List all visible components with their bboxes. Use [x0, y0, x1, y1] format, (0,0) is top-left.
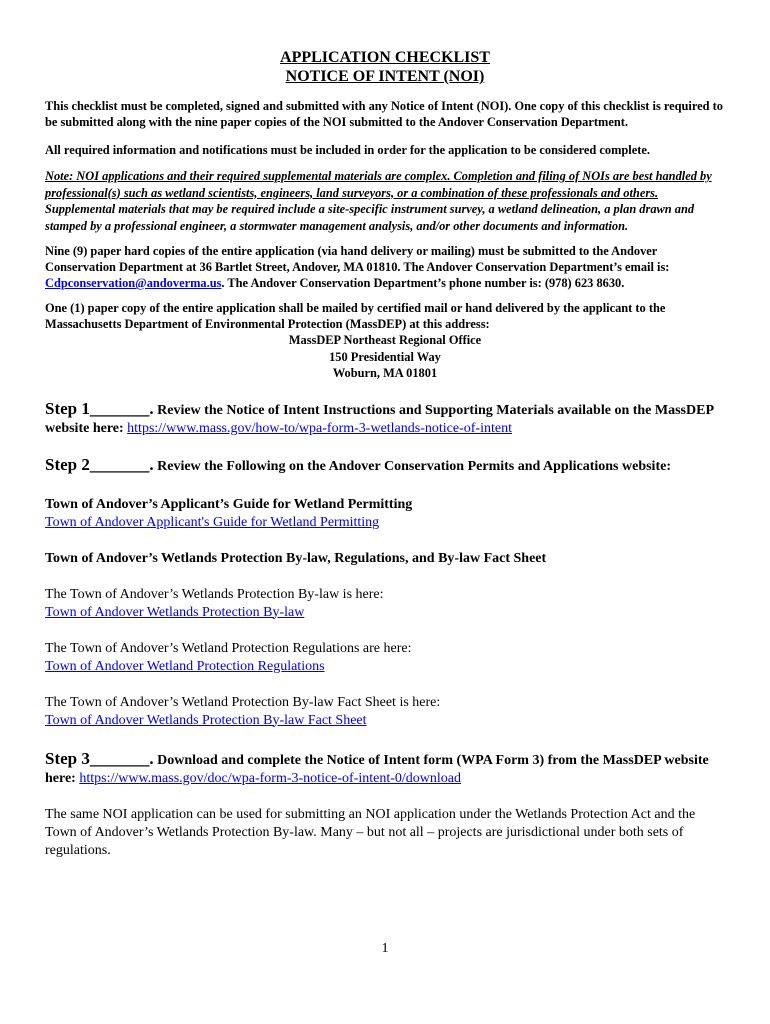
address-line-2: 150 Presidential Way — [329, 349, 441, 364]
bylaw-text: The Town of Andover’s Wetlands Protection By-law is here: — [45, 586, 384, 602]
guide-heading: Town of Andover’s Applicant’s Guide for Wetland Permitting — [45, 496, 413, 512]
step-2-label: Step 2_______. — [45, 454, 154, 474]
note-underlined-text: Note: NOI applications and their required supplemental materials are complex. Completion and filing of NOIs are best handled by professional(s) such as wetland scientists, engineers, land surveyors, or a combination of these professionals and others. — [45, 169, 712, 200]
nine-copies-text: Nine (9) paper hard copies of the entire application (via hand delivery or mailing) must be submitted to the Andover Conservation Department at 36 Bartlet Street, Andover, MA 01810. The Andover Conservation Department’s email is: — [45, 244, 670, 274]
step-3-text: Download and complete the Notice of Intent form (WPA Form 3) from the MassDEP website here: — [45, 752, 709, 786]
note-rest-text: Supplemental materials that may be required include a site-specific instrument survey, a wetland delineation, a plan drawn and stamped by a professional engineer, a stormwater management analysis, and/or other documents and information. — [45, 202, 695, 233]
step-1-label: Step 1_______. — [45, 398, 154, 418]
intro-paragraph: This checklist must be completed, signed and submitted with any Notice of Intent (NOI). One copy of this checklist is required to be submitted along with the nine paper copies of the NOI submitted to the Andover Conservation Department. — [45, 99, 723, 129]
step-3-link[interactable]: https://www.mass.gov/doc/wpa-form-3-notice-of-intent-0/download — [79, 770, 462, 786]
completeness-paragraph: All required information and notifications must be included in order for the application to be considered complete. — [45, 143, 650, 157]
document-page — [45, 48, 725, 860]
step-2 — [45, 456, 725, 476]
nine-copies-paragraph — [45, 243, 725, 291]
conservation-email-link[interactable]: Cdpconservation@andoverma.us — [45, 276, 222, 290]
closing-paragraph: The same NOI application can be used for submitting an NOI application under the Wetlands Protection Act and the Town of Andover’s Wetlands Protection By-law. Many – but not all – projects are jurisdictional under both sets of regulations. — [45, 806, 696, 858]
professional-note — [45, 168, 725, 234]
massdep-copy-paragraph: One (1) paper copy of the entire application shall be mailed by certified mail or hand delivered by the applicant to the Massachusetts Department of Environmental Protection (MassDEP) at this address: — [45, 301, 666, 331]
regulations-link[interactable]: Town of Andover Wetland Protection Regulations — [45, 658, 325, 674]
step-1-link[interactable]: https://www.mass.gov/how-to/wpa-form-3-wetlands-notice-of-intent — [127, 420, 512, 436]
step-3 — [45, 750, 725, 788]
guide-link[interactable]: Town of Andover Applicant's Guide for Wetland Permitting — [45, 514, 380, 530]
address-line-3: Woburn, MA 01801 — [332, 366, 438, 380]
title-line-1: APPLICATION CHECKLIST — [280, 49, 490, 66]
step-1 — [45, 400, 725, 438]
fact-sheet-text: The Town of Andover’s Wetland Protection By-law Fact Sheet is here: — [45, 694, 441, 710]
address-line-1: MassDEP Northeast Regional Office — [288, 333, 482, 347]
step-3-label: Step 3_______. — [45, 748, 154, 768]
step-2-text: Review the Following on the Andover Conservation Permits and Applications website: — [153, 458, 671, 474]
title-line-2: NOTICE OF INTENT (NOI) — [285, 68, 485, 85]
step-1-text: Review the Notice of Intent Instructions and Supporting Materials available on the MassDEP website here: — [45, 402, 714, 436]
page-number: 1 — [381, 941, 389, 956]
phone-text: . The Andover Conservation Department’s phone number is: (978) 623 8630. — [221, 276, 625, 290]
regulations-text: The Town of Andover’s Wetland Protection Regulations are here: — [45, 640, 412, 656]
bylaw-link[interactable]: Town of Andover Wetlands Protection By-law — [45, 604, 305, 620]
bylaw-heading: Town of Andover’s Wetlands Protection By-law, Regulations, and By-law Fact Sheet — [45, 550, 547, 566]
fact-sheet-link[interactable]: Town of Andover Wetlands Protection By-law Fact Sheet — [45, 712, 367, 728]
